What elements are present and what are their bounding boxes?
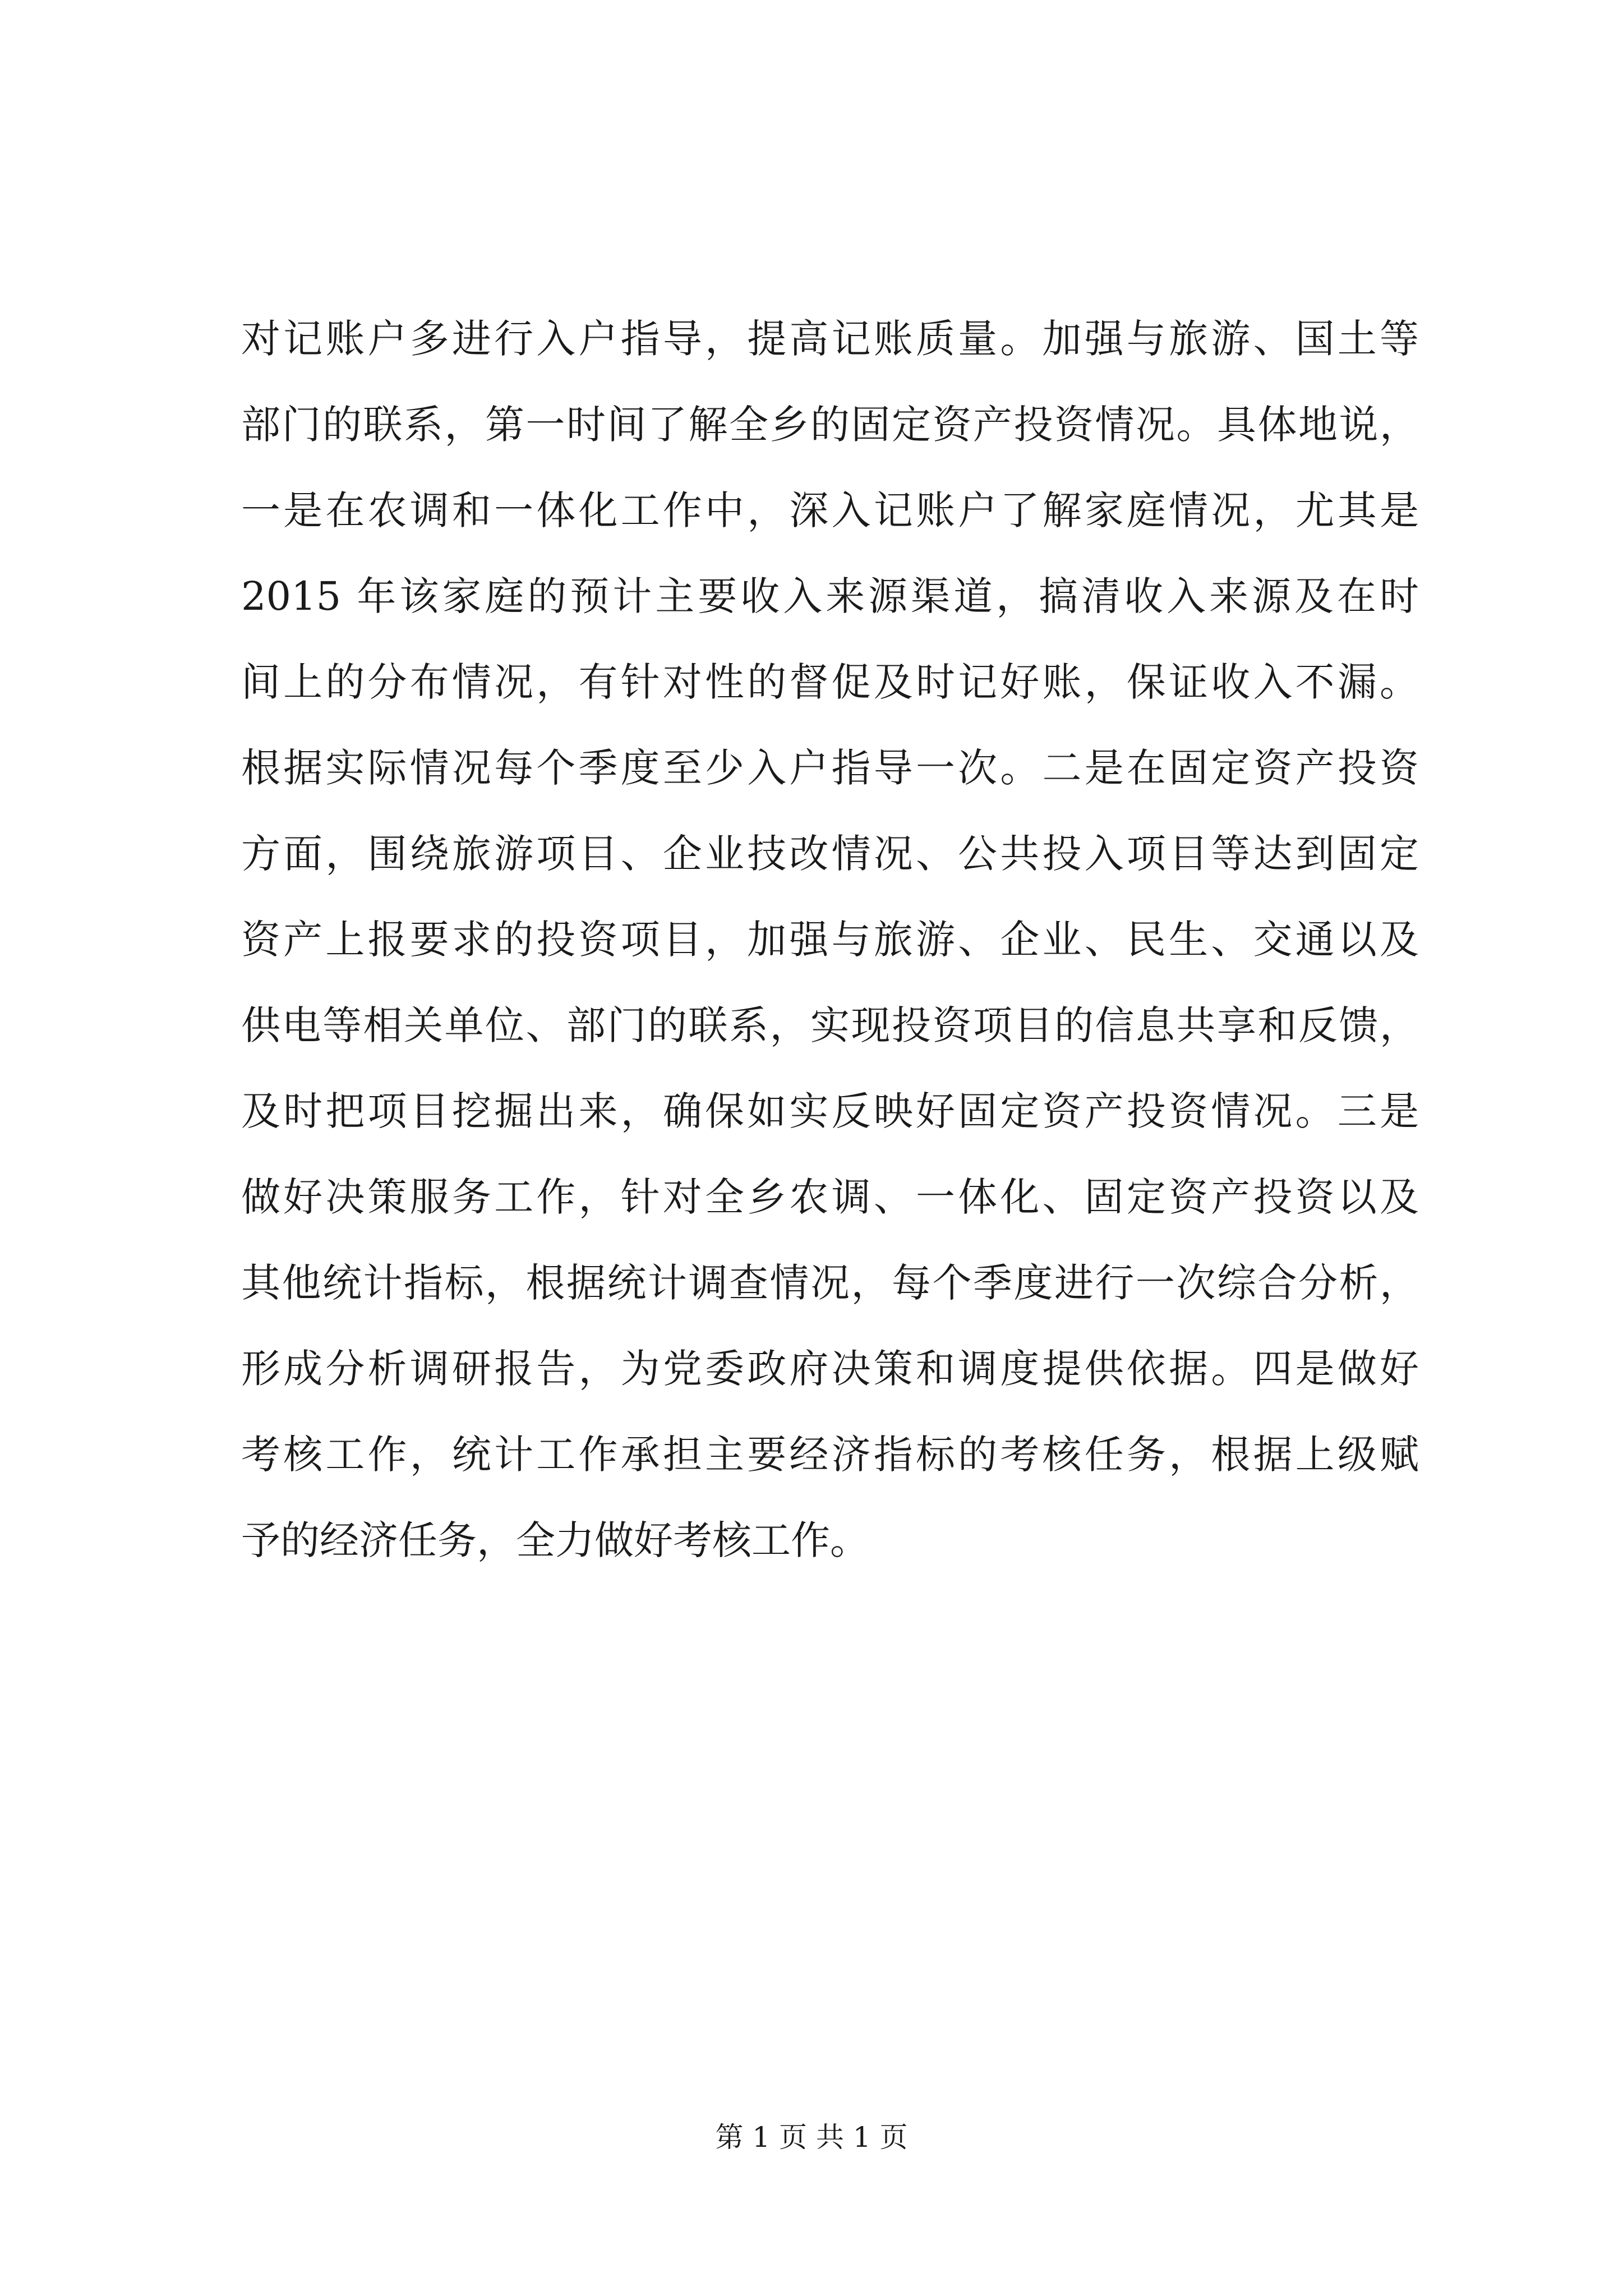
paragraph-line-15: 予的经济任务，全力做好考核工作。 [241,1517,869,1563]
paragraph-line-2: 部门的联系，第一时间了解全乡的固定资产投资情况。具体地说， [241,402,1419,448]
paragraph-line-11: 做好决策服务工作，针对全乡农调、一体化、固定资产投资以及 [241,1174,1419,1220]
paragraph-line-5: 间上的分布情况，有针对性的督促及时记好账，保证收入不漏。 [241,659,1419,705]
paragraph-line-10: 及时把项目挖掘出来，确保如实反映好固定资产投资情况。三是 [241,1088,1419,1134]
paragraph-line-8: 资产上报要求的投资项目，加强与旅游、企业、民生、交通以及 [241,917,1419,963]
paragraph-line-3: 一是在农调和一体化工作中，深入记账户了解家庭情况，尤其是 [241,487,1419,533]
page-number-footer: 第 1 页 共 1 页 [715,2121,908,2154]
body-paragraph [241,296,1419,1584]
paragraph-line-7: 方面，围绕旅游项目、企业技改情况、公共投入项目等达到固定 [241,831,1419,877]
paragraph-line-13: 形成分析调研报告，为党委政府决策和调度提供依据。四是做好 [241,1346,1419,1392]
paragraph-line-6: 根据实际情况每个季度至少入户指导一次。二是在固定资产投资 [241,745,1419,791]
paragraph-line-9: 供电等相关单位、部门的联系，实现投资项目的信息共享和反馈， [241,1002,1419,1048]
paragraph-line-14: 考核工作，统计工作承担主要经济指标的考核任务，根据上级赋 [241,1432,1419,1478]
paragraph-line-12: 其他统计指标，根据统计调查情况，每个季度进行一次综合分析， [241,1260,1419,1306]
paragraph-line-4: 2015 年该家庭的预计主要收入来源渠道，搞清收入来源及在时 [241,573,1419,619]
paragraph-line-1: 对记账户多进行入户指导，提高记账质量。加强与旅游、国土等 [241,316,1419,362]
